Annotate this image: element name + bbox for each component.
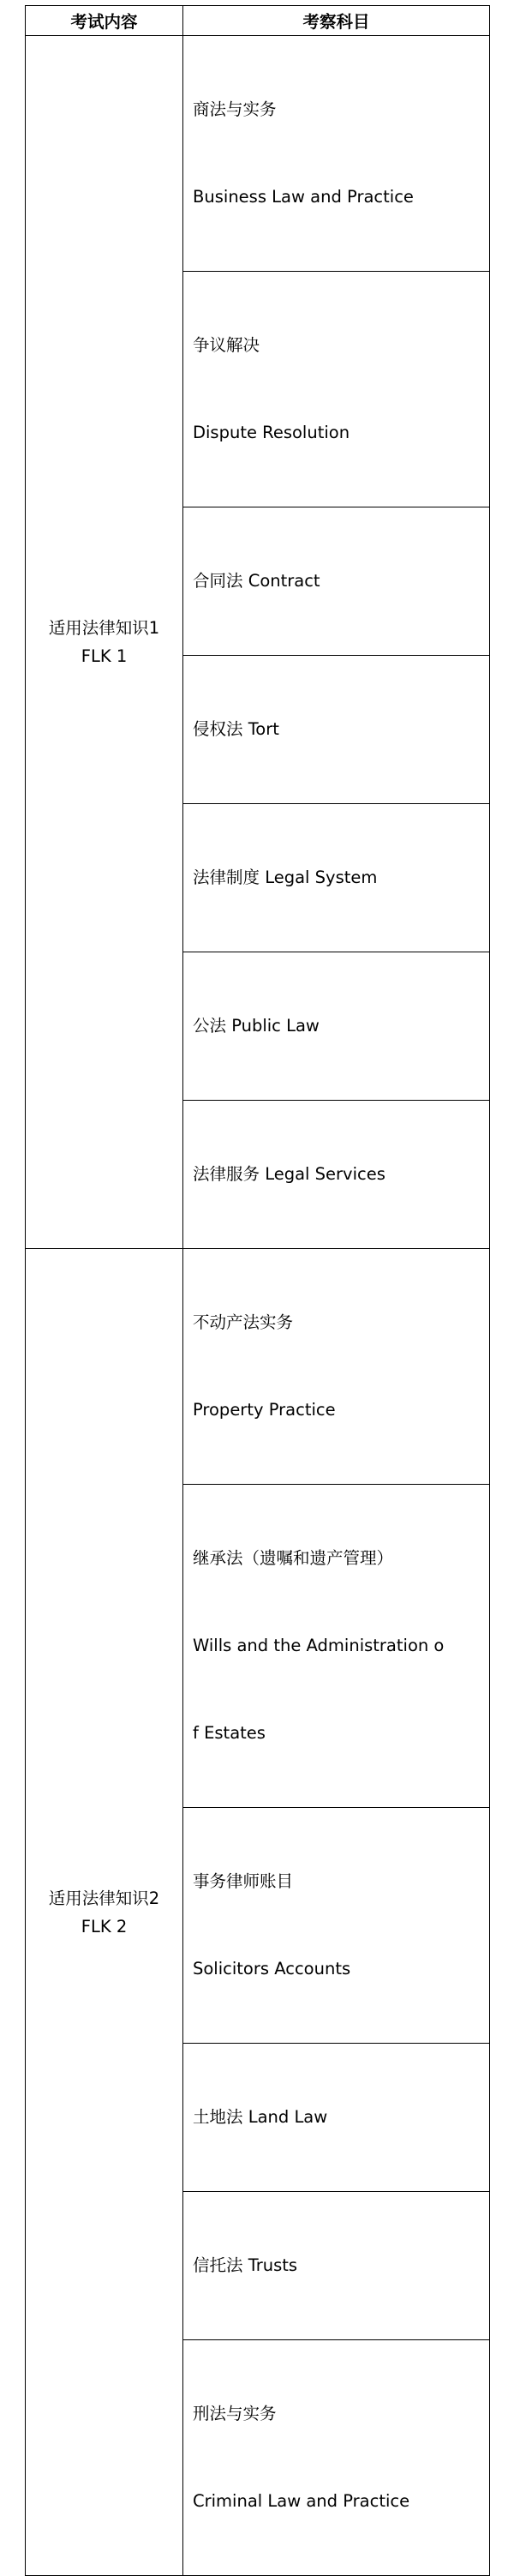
subject-name-en-cont: f Estates [193, 1723, 266, 1743]
subject-name-cn: 不动产法实务 [193, 1312, 294, 1332]
subject-name-en: Property Practice [193, 1400, 336, 1420]
header-row [26, 6, 490, 36]
subject-cell [183, 272, 490, 507]
subject-name-en: Dispute Resolution [193, 423, 350, 442]
subject-cell [183, 1101, 490, 1249]
subject-name: 土地法 Land Law [193, 2107, 328, 2127]
subject-name: 法律制度 Legal System [193, 868, 378, 887]
subject-name-cn: 刑法与实务 [193, 2404, 277, 2423]
subject-name: 公法 Public Law [193, 1016, 320, 1036]
subject-name-en: Solicitors Accounts [193, 1959, 351, 1979]
subject-name-en: Business Law and Practice [193, 187, 414, 207]
exam-subjects-table [25, 5, 490, 2576]
header-exam-content: 考试内容 [26, 6, 183, 36]
subject-cell [183, 36, 490, 272]
subject-name-en: Criminal Law and Practice [193, 2491, 410, 2511]
subject-cell [183, 2192, 490, 2340]
subject-cell [183, 1808, 490, 2044]
table-row [26, 36, 490, 272]
subject-cell [183, 1249, 490, 1485]
subject-name: 侵权法 Tort [193, 719, 279, 739]
subject-cell [183, 2044, 490, 2192]
category-label-cn: 适用法律知识1 [48, 618, 160, 638]
subject-name-cn: 事务律师账目 [193, 1871, 294, 1891]
subject-cell [183, 952, 490, 1101]
category-cell-flk2 [26, 1249, 183, 2576]
subject-name-cn: 争议解决 [193, 335, 260, 355]
subject-name-cn: 继承法（遗嘱和遗产管理） [193, 1548, 394, 1568]
subject-name: 信托法 Trusts [193, 2255, 298, 2275]
category-cell-flk1 [26, 36, 183, 1249]
subject-cell [183, 1485, 490, 1808]
subject-cell [183, 656, 490, 804]
subject-cell [183, 507, 490, 656]
subject-name-en: Wills and the Administration o [193, 1636, 445, 1655]
subject-name: 法律服务 Legal Services [193, 1164, 386, 1184]
category-label-cn: 适用法律知识2 [48, 1888, 160, 1908]
header-exam-subjects: 考察科目 [183, 6, 490, 36]
subject-cell [183, 804, 490, 952]
subject-cell [183, 2340, 490, 2576]
table-row [26, 1249, 490, 1485]
subject-name-cn: 商法与实务 [193, 99, 277, 119]
category-label-code: FLK 1 [81, 646, 128, 666]
subject-name: 合同法 Contract [193, 571, 320, 591]
category-label-code: FLK 2 [81, 1916, 128, 1937]
